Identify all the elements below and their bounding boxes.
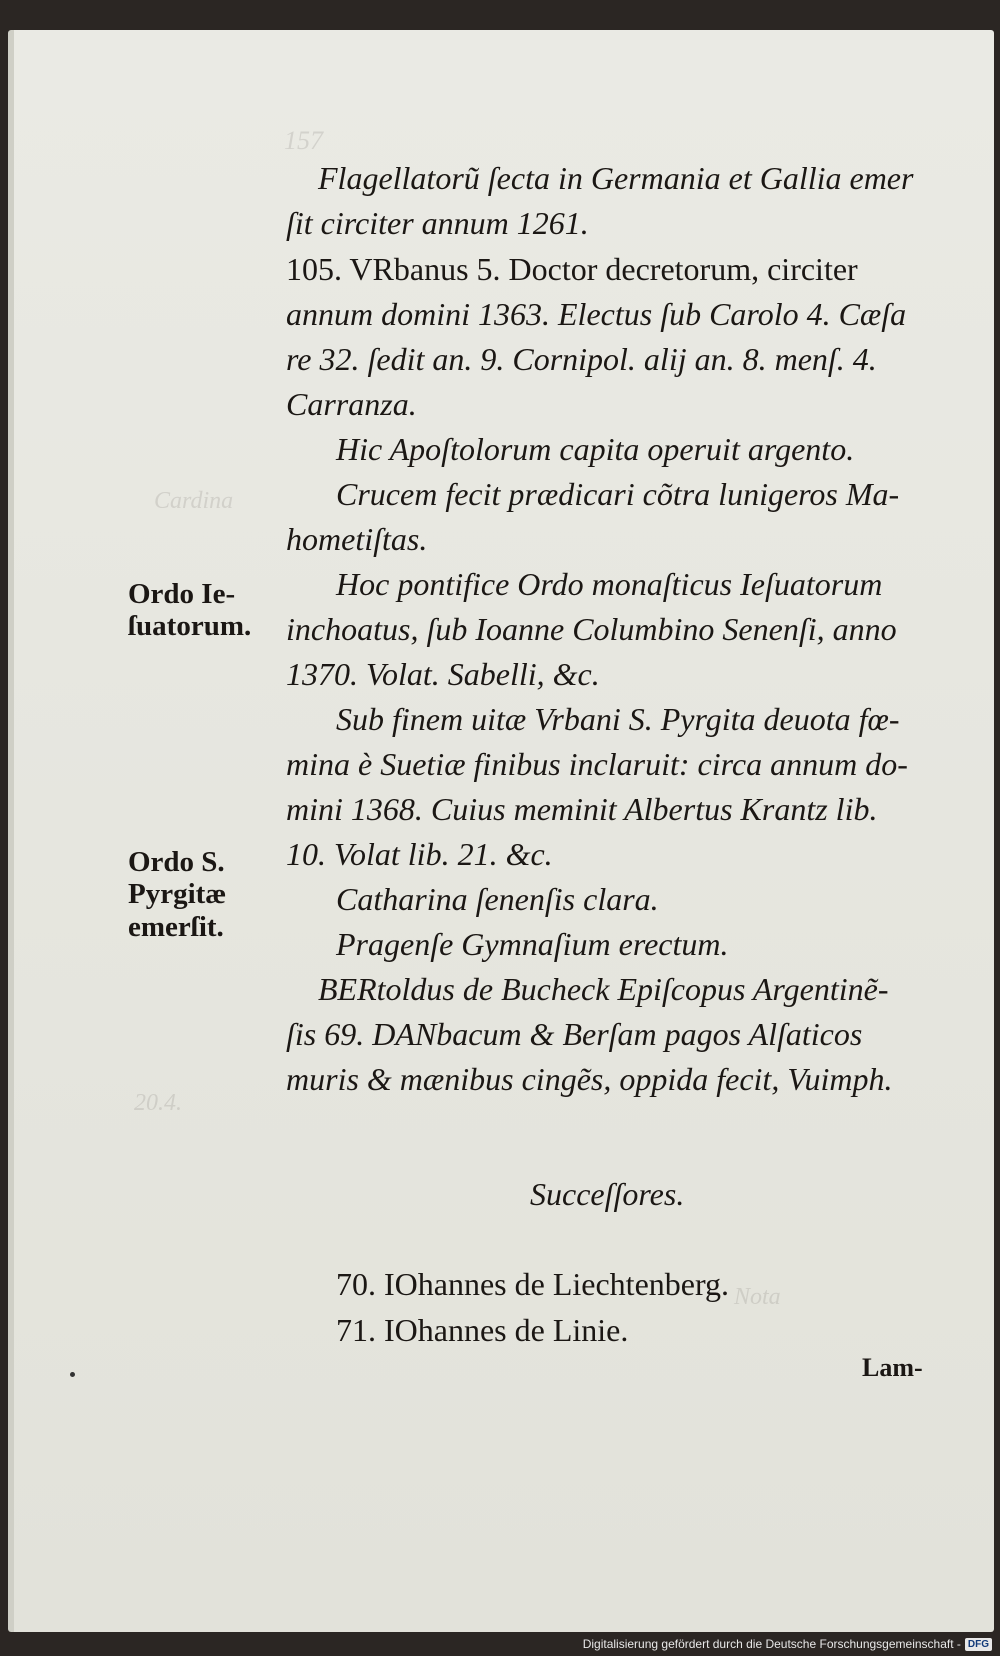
dfg-logo-icon: DFG — [965, 1638, 992, 1651]
catchword: Lam- — [862, 1353, 923, 1382]
text-line: Carranza. — [286, 386, 417, 422]
text-line: muris & mænibus cingẽs, oppida fecit, Vuimph. — [286, 1061, 893, 1097]
show-through-text: Cardina — [154, 488, 234, 514]
text-line: Hoc pontifice Ordo monaſticus Ieſuatorum — [336, 566, 883, 602]
text-line: 105. VRbanus 5. Doctor decretorum, circiter — [286, 251, 858, 287]
text-line: re 32. ſedit an. 9. Cornipol. alij an. 8. menſ. 4. — [286, 341, 877, 377]
text-line: 71. IOhannes de Linie. — [336, 1312, 629, 1348]
show-through-text: 20.4. — [134, 1090, 182, 1116]
text-line: 10. Volat lib. 21. &c. — [286, 836, 553, 872]
text-line: Pragenſe Gymnaſium erectum. — [336, 926, 729, 962]
text-line: ſit circiter annum 1261. — [286, 205, 589, 241]
section-heading: Succeſſores. — [530, 1176, 685, 1212]
margin-note: Ordo Ie- ſuatorum. — [128, 578, 252, 643]
text-line: 1370. Volat. Sabelli, &c. — [286, 656, 600, 692]
text-line: mina è Suetiæ finibus inclaruit: circa annum do- — [286, 746, 908, 782]
text-line: inchoatus, ſub Ioanne Columbino Senenſi, anno — [286, 611, 897, 647]
footer-text: Digitalisierung gefördert durch die Deutsche Forschungsgemeinschaft - — [582, 1637, 961, 1651]
text-line: 70. IOhannes de Liechtenberg. — [336, 1266, 730, 1302]
text-line: ſis 69. DANbacum & Berſam pagos Alſaticos — [286, 1016, 863, 1052]
text-line: mini 1368. Cuius meminit Albertus Krantz lib. — [286, 791, 878, 827]
text-line: Flagellatorũ ſecta in Germania et Gallia emer — [318, 160, 914, 196]
text-line: BERtoldus de Bucheck Epiſcopus Argentinẽ- — [318, 971, 889, 1007]
margin-note: Ordo S. Pyrgitæ emerſit. — [128, 846, 227, 943]
text-line: Hic Apoſtolorum capita operuit argento. — [336, 431, 855, 467]
text-line: Crucem fecit prædicari cõtra lunigeros Ma- — [336, 476, 900, 512]
text-line: Sub finem uitæ Vrbani S. Pyrgita deuota fœ- — [336, 701, 900, 737]
footer-credit — [583, 1634, 992, 1654]
text-line: annum domini 1363. Electus ſub Carolo 4. Cæſa — [286, 296, 907, 332]
show-through-text: 157 — [284, 126, 323, 155]
text-line: hometiſtas. — [286, 521, 428, 557]
ink-speck — [70, 1372, 75, 1377]
show-through-text: Nota — [734, 1284, 781, 1310]
text-line: Catharina ſenenſis clara. — [336, 881, 659, 917]
